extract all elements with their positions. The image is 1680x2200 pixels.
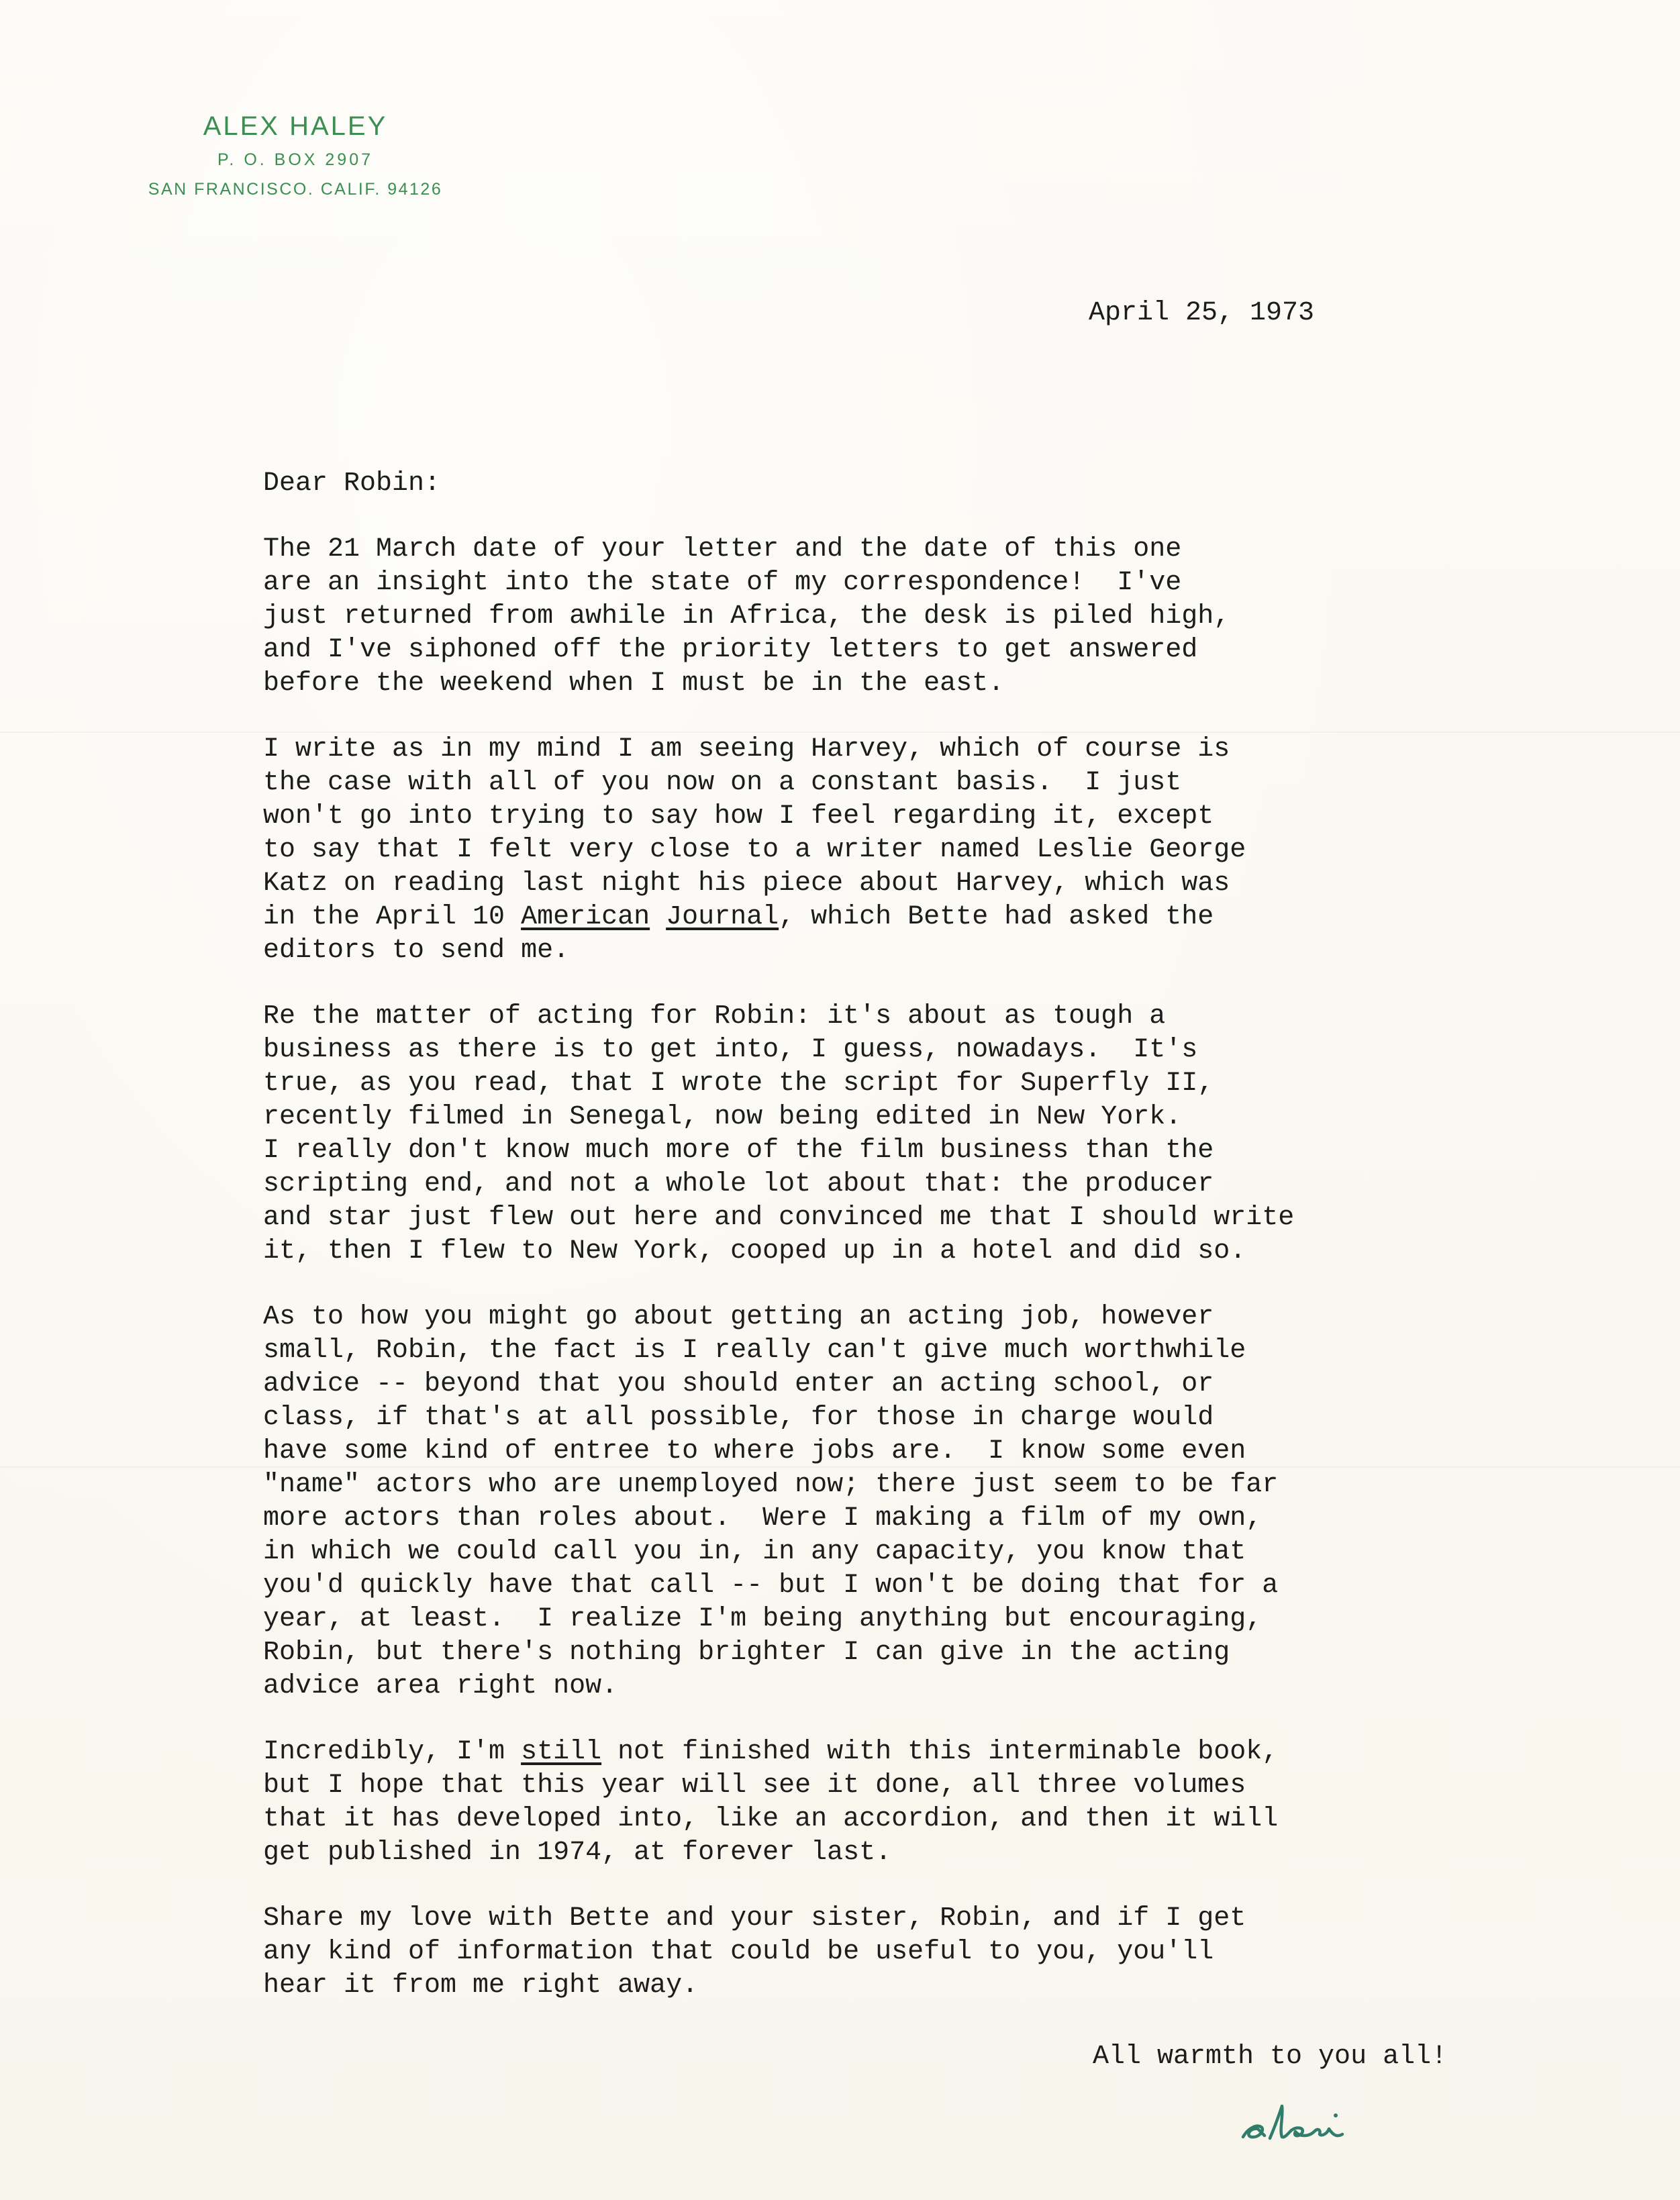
text-line: just returned from awhile in Africa, the desk is piled high, bbox=[263, 601, 1230, 632]
text-line: in which we could call you in, in any capacity, you know that bbox=[263, 1537, 1246, 1567]
text-line: Robin, but there's nothing brighter I can give in the acting bbox=[263, 1638, 1230, 1668]
text-line: any kind of information that could be useful to you, you'll bbox=[263, 1937, 1214, 1967]
text-line: The 21 March date of your letter and the date of this one bbox=[263, 534, 1182, 564]
text-line: but I hope that this year will see it done, all three volumes bbox=[263, 1770, 1246, 1801]
text-line: hear it from me right away. bbox=[263, 1970, 699, 2001]
text-line: small, Robin, the fact is I really can't give much worthwhile bbox=[263, 1336, 1246, 1366]
text-line: advice -- beyond that you should enter an acting school, or bbox=[263, 1369, 1214, 1399]
text-line: "name" actors who are unemployed now; there just seem to be far bbox=[263, 1470, 1279, 1500]
text-line: recently filmed in Senegal, now being edited in New York. bbox=[263, 1102, 1182, 1132]
text-line: scripting end, and not a whole lot about that: the producer bbox=[263, 1169, 1214, 1199]
underlined-title-word: American bbox=[521, 902, 650, 932]
text-line: it, then I flew to New York, cooped up in a hotel and did so. bbox=[263, 1236, 1246, 1266]
text-line: and star just flew out here and convinced me that I should write bbox=[263, 1203, 1295, 1233]
closing: All warmth to you all! bbox=[1093, 2042, 1448, 2072]
text-line: have some kind of entree to where jobs are. I know some even bbox=[263, 1436, 1246, 1466]
handwritten-signature bbox=[1235, 2089, 1410, 2156]
text-line: year, at least. I realize I'm being anything but encouraging, bbox=[263, 1604, 1263, 1634]
text-line: editors to send me. bbox=[263, 936, 570, 966]
letter-date: April 25, 1973 bbox=[1089, 298, 1315, 328]
paragraph-4 bbox=[263, 1301, 1605, 1703]
underlined-title-word: Journal bbox=[666, 902, 779, 932]
letterhead-name: ALEX HALEY bbox=[203, 111, 388, 141]
text-line: the case with all of you now on a constant basis. I just bbox=[263, 768, 1182, 798]
underlined-emphasis-word: still bbox=[521, 1737, 602, 1767]
text-line: business as there is to get into, I guess, nowadays. It's bbox=[263, 1035, 1198, 1065]
paragraph-2 bbox=[263, 733, 1605, 968]
paragraph-3 bbox=[263, 1000, 1605, 1268]
text-line: As to how you might go about getting an acting job, however bbox=[263, 1302, 1214, 1332]
text-line: before the weekend when I must be in the east. bbox=[263, 668, 1005, 699]
salutation: Dear Robin: bbox=[263, 468, 441, 499]
text-line: Incredibly, I'm still not finished with this interminable book, bbox=[263, 1737, 1279, 1767]
letterhead-po-box: P. O. BOX 2907 bbox=[217, 150, 374, 169]
text-line: Katz on reading last night his piece about Harvey, which was bbox=[263, 868, 1230, 899]
letterhead bbox=[94, 107, 497, 204]
text-line: I really don't know much more of the film business than the bbox=[263, 1136, 1214, 1166]
paragraph-1 bbox=[263, 533, 1605, 701]
text-line: and I've siphoned off the priority letters to get answered bbox=[263, 635, 1198, 665]
text-line: won't go into trying to say how I feel regarding it, except bbox=[263, 801, 1214, 832]
text-line: get published in 1974, at forever last. bbox=[263, 1838, 892, 1868]
text-line: that it has developed into, like an accordion, and then it will bbox=[263, 1804, 1279, 1834]
text-line: are an insight into the state of my correspondence! I've bbox=[263, 568, 1182, 598]
letter-body bbox=[263, 467, 1605, 2003]
text-line: you'd quickly have that call -- but I won't be doing that for a bbox=[263, 1570, 1279, 1601]
letterhead-city: SAN FRANCISCO. CALIF. 94126 bbox=[148, 180, 443, 199]
text-line: in the April 10 American Journal, which Bette had asked the bbox=[263, 902, 1214, 932]
text-line: I write as in my mind I am seeing Harvey, which of course is bbox=[263, 734, 1230, 764]
text-line: Share my love with Bette and your sister, Robin, and if I get bbox=[263, 1903, 1246, 1934]
text-line: more actors than roles about. Were I making a film of my own, bbox=[263, 1503, 1263, 1534]
text-line: to say that I felt very close to a writer named Leslie George bbox=[263, 835, 1246, 865]
text-line: class, if that's at all possible, for those in charge would bbox=[263, 1403, 1214, 1433]
text-line: true, as you read, that I wrote the script for Superfly II, bbox=[263, 1068, 1214, 1099]
paragraph-5 bbox=[263, 1736, 1605, 1870]
text-line: Re the matter of acting for Robin: it's about as tough a bbox=[263, 1001, 1166, 1032]
paragraph-6 bbox=[263, 1902, 1605, 2003]
text-line: advice area right now. bbox=[263, 1671, 618, 1701]
